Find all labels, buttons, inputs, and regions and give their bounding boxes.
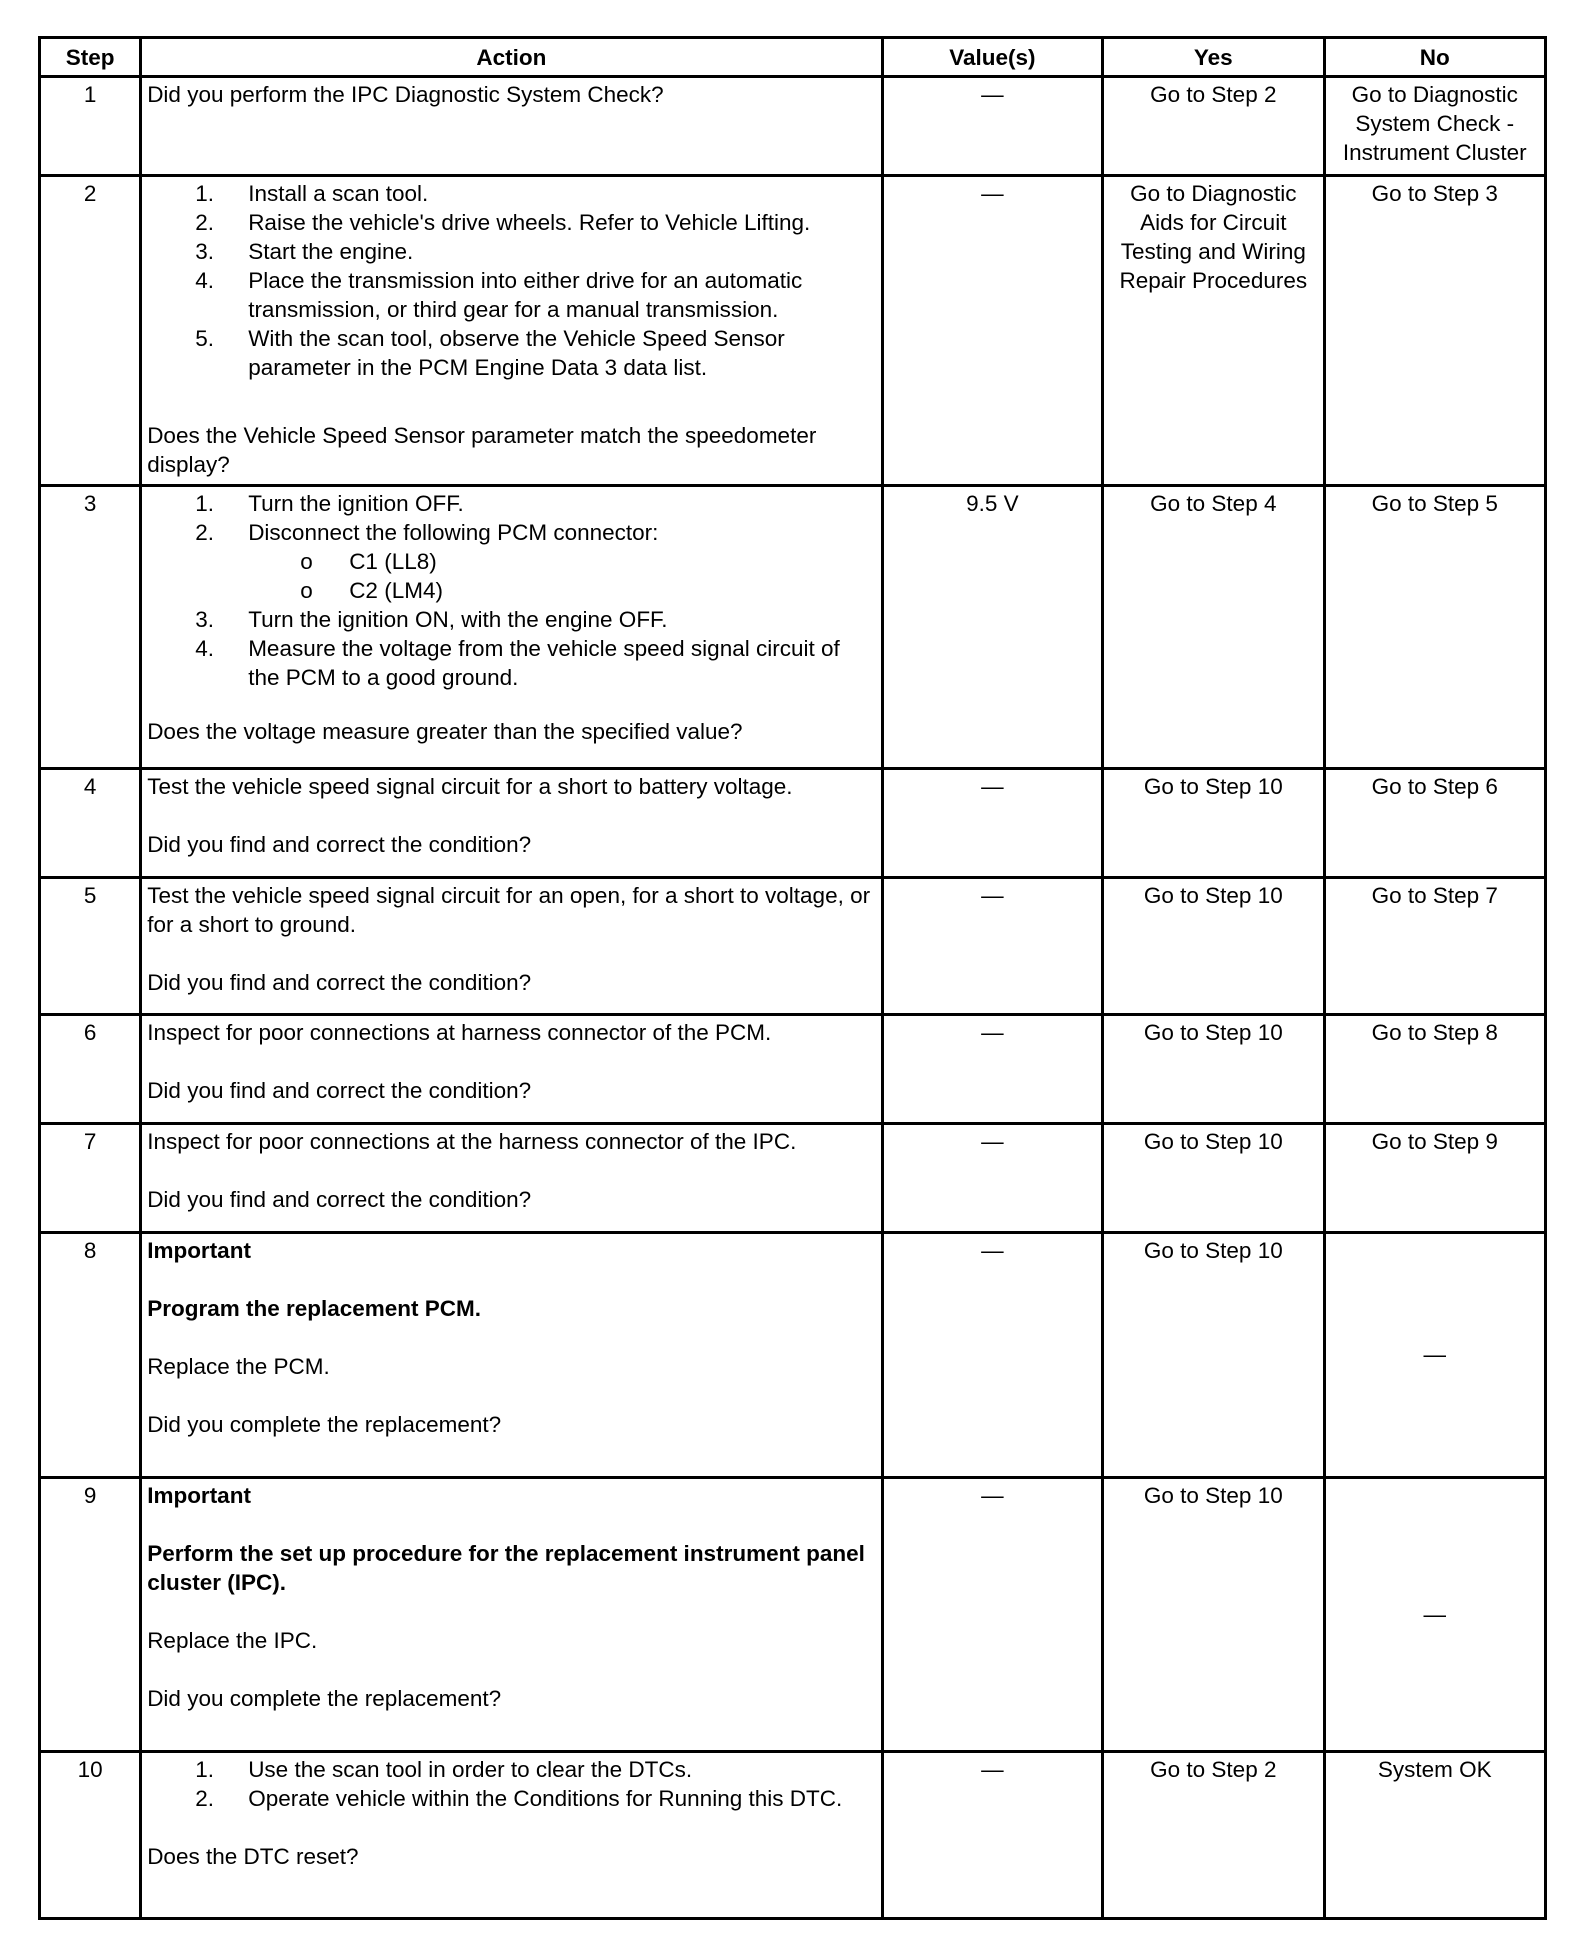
value-cell: —: [882, 1478, 1102, 1752]
step-number: 3: [40, 486, 141, 769]
question-text: Did you find and correct the condition?: [147, 1078, 532, 1103]
no-cell: Go to Step 5: [1324, 486, 1545, 769]
header-row: [40, 38, 1546, 77]
step-number: 4: [40, 769, 141, 878]
action-list: [147, 179, 875, 382]
step-number: 6: [40, 1015, 141, 1124]
table-row: [40, 1124, 1546, 1233]
value-cell: —: [882, 878, 1102, 1015]
list-item-text: Place the transmission into either drive for an automatic transmission, or third gear for a manual transmission.: [248, 268, 803, 322]
list-number: 2.: [195, 210, 214, 235]
step-number: 7: [40, 1124, 141, 1233]
list-item: [147, 237, 875, 266]
table-row: [40, 1015, 1546, 1124]
question-text: Did you complete the replacement?: [147, 1412, 502, 1437]
action-text: Replace the PCM.: [147, 1354, 330, 1379]
list-item-text: Use the scan tool in order to clear the DTCs.: [248, 1757, 693, 1782]
yes-cell: Go to Step 10: [1103, 878, 1324, 1015]
table-row: [40, 1752, 1546, 1919]
yes-cell: Go to Step 10: [1103, 769, 1324, 878]
no-cell: Go to Diagnostic System Check - Instrument Cluster: [1324, 77, 1545, 176]
value-cell: —: [882, 1124, 1102, 1233]
important-label: Important: [147, 1483, 251, 1508]
action-cell: [141, 1015, 882, 1124]
action-text: Test the vehicle speed signal circuit for an open, for a short to voltage, or for a short to ground.: [147, 883, 871, 937]
table-row: [40, 1233, 1546, 1478]
list-item-text: Measure the voltage from the vehicle speed signal circuit of the PCM to a good ground.: [248, 636, 840, 690]
value-cell: —: [882, 1015, 1102, 1124]
list-item-text: Start the engine.: [248, 239, 414, 264]
table-row: [40, 1478, 1546, 1752]
list-item: [147, 1784, 875, 1813]
step-number: 1: [40, 77, 141, 176]
action-cell: [141, 486, 882, 769]
list-item-text: Operate vehicle within the Conditions for Running this DTC.: [248, 1786, 843, 1811]
diagnostic-table: [38, 36, 1547, 1920]
value-cell: —: [882, 77, 1102, 176]
action-cell: [141, 1233, 882, 1478]
question-text: Did you find and correct the condition?: [147, 832, 532, 857]
important-label: Important: [147, 1238, 251, 1263]
no-cell: Go to Step 6: [1324, 769, 1545, 878]
yes-cell: Go to Step 2: [1103, 77, 1324, 176]
header-yes: Yes: [1103, 38, 1324, 77]
value-cell: —: [882, 769, 1102, 878]
list-number: 3.: [195, 239, 214, 264]
list-item-text: Turn the ignition OFF.: [248, 491, 464, 516]
action-cell: [141, 176, 882, 486]
bullet-icon: o: [300, 549, 313, 574]
list-item-text: With the scan tool, observe the Vehicle Speed Sensor parameter in the PCM Engine Data 3 data list.: [248, 326, 785, 380]
action-text: Replace the IPC.: [147, 1628, 318, 1653]
action-cell: [141, 769, 882, 878]
no-cell: —: [1324, 1478, 1545, 1752]
table-row: [40, 77, 1546, 176]
list-item: [147, 208, 875, 237]
yes-cell: Go to Step 10: [1103, 1478, 1324, 1752]
sub-item: [248, 547, 875, 576]
value-cell: 9.5 V: [882, 486, 1102, 769]
no-cell: Go to Step 3: [1324, 176, 1545, 486]
no-cell: Go to Step 9: [1324, 1124, 1545, 1233]
yes-cell: Go to Step 10: [1103, 1124, 1324, 1233]
yes-cell: Go to Step 10: [1103, 1015, 1324, 1124]
action-text: Inspect for poor connections at harness connector of the PCM.: [147, 1020, 772, 1045]
list-item-text: Raise the vehicle's drive wheels. Refer to Vehicle Lifting.: [248, 210, 811, 235]
question-text: Did you complete the replacement?: [147, 1686, 502, 1711]
list-number: 3.: [195, 607, 214, 632]
yes-cell: Go to Step 10: [1103, 1233, 1324, 1478]
question-text: Does the Vehicle Speed Sensor parameter match the speedometer display?: [147, 423, 817, 477]
question-text: Did you perform the IPC Diagnostic System Check?: [147, 82, 664, 107]
table-row: [40, 486, 1546, 769]
question-text: Does the DTC reset?: [147, 1844, 359, 1869]
action-cell: [141, 1124, 882, 1233]
action-cell: [141, 77, 882, 176]
table-row: [40, 878, 1546, 1015]
list-item: [147, 324, 875, 382]
question-text: Does the voltage measure greater than the specified value?: [147, 719, 743, 744]
no-cell: Go to Step 7: [1324, 878, 1545, 1015]
list-item-text: Install a scan tool.: [248, 181, 429, 206]
yes-cell: Go to Diagnostic Aids for Circuit Testing and Wiring Repair Procedures: [1103, 176, 1324, 486]
important-note: Program the replacement PCM.: [147, 1296, 482, 1321]
list-item: [147, 266, 875, 324]
table-row: [40, 769, 1546, 878]
header-action: Action: [141, 38, 882, 77]
value-cell: —: [882, 1233, 1102, 1478]
no-cell: System OK: [1324, 1752, 1545, 1919]
list-number: 1.: [195, 491, 214, 516]
list-item: [147, 634, 875, 692]
list-item: [147, 518, 875, 605]
connector-list: [248, 547, 875, 605]
table-row: [40, 176, 1546, 486]
header-values: Value(s): [882, 38, 1102, 77]
action-cell: [141, 1478, 882, 1752]
action-list: [147, 489, 875, 692]
list-number: 1.: [195, 1757, 214, 1782]
list-item: [147, 179, 875, 208]
list-number: 1.: [195, 181, 214, 206]
value-cell: —: [882, 176, 1102, 486]
action-cell: [141, 878, 882, 1015]
list-number: 4.: [195, 268, 214, 293]
header-no: No: [1324, 38, 1545, 77]
no-cell: —: [1324, 1233, 1545, 1478]
step-number: 5: [40, 878, 141, 1015]
no-cell: Go to Step 8: [1324, 1015, 1545, 1124]
list-item-text: Disconnect the following PCM connector:: [248, 520, 659, 545]
action-text: Inspect for poor connections at the harness connector of the IPC.: [147, 1129, 797, 1154]
list-item: [147, 1755, 875, 1784]
yes-cell: Go to Step 4: [1103, 486, 1324, 769]
step-number: 9: [40, 1478, 141, 1752]
sub-item-text: C1 (LL8): [349, 549, 437, 574]
question-text: Did you find and correct the condition?: [147, 970, 532, 995]
list-item: [147, 489, 875, 518]
list-item: [147, 605, 875, 634]
yes-cell: Go to Step 2: [1103, 1752, 1324, 1919]
list-number: 4.: [195, 636, 214, 661]
sub-item-text: C2 (LM4): [349, 578, 443, 603]
bullet-icon: o: [300, 578, 313, 603]
sub-item: [248, 576, 875, 605]
value-cell: —: [882, 1752, 1102, 1919]
action-list: [147, 1755, 875, 1813]
step-number: 2: [40, 176, 141, 486]
list-number: 2.: [195, 1786, 214, 1811]
list-number: 2.: [195, 520, 214, 545]
step-number: 10: [40, 1752, 141, 1919]
header-step: Step: [40, 38, 141, 77]
list-item-text: Turn the ignition ON, with the engine OFF.: [248, 607, 668, 632]
action-cell: [141, 1752, 882, 1919]
question-text: Did you find and correct the condition?: [147, 1187, 532, 1212]
important-note: Perform the set up procedure for the replacement instrument panel cluster (IPC).: [147, 1541, 865, 1595]
list-number: 5.: [195, 326, 214, 351]
step-number: 8: [40, 1233, 141, 1478]
action-text: Test the vehicle speed signal circuit for a short to battery voltage.: [147, 774, 793, 799]
